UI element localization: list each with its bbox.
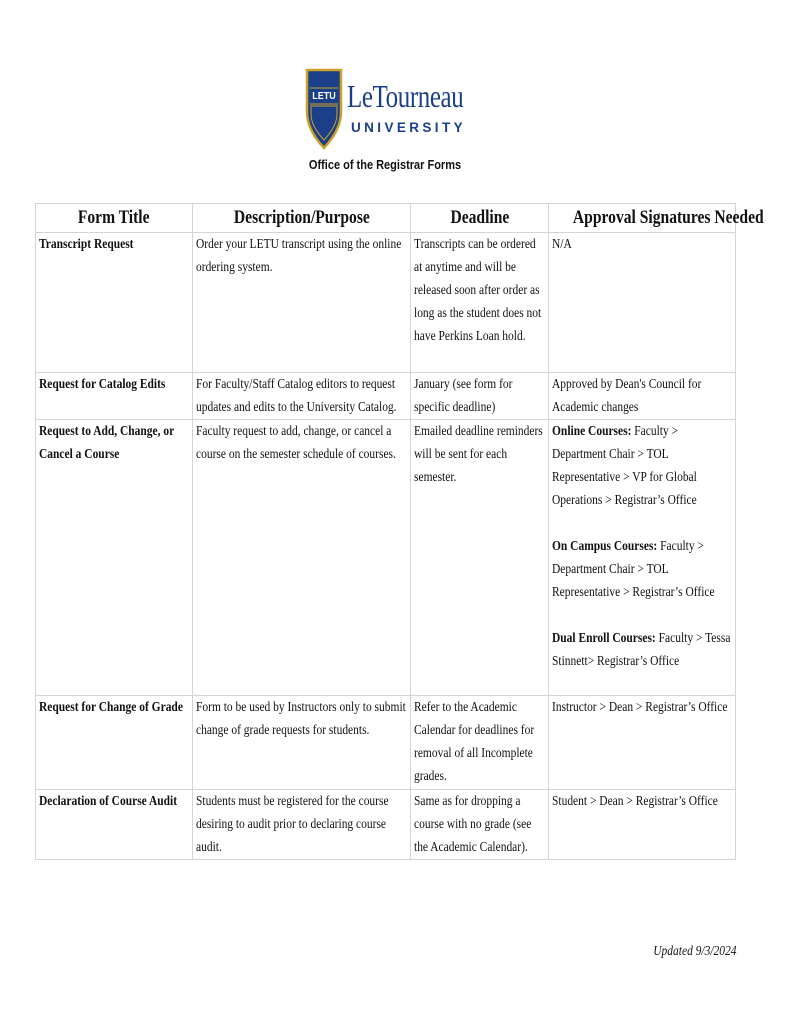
header-description: Description/Purpose [193,204,411,233]
header-form-title: Form Title [36,204,193,233]
form-title-cell: Request for Catalog Edits [36,373,193,420]
approval-label: Online Courses: [552,424,632,439]
approvals-cell [549,420,736,696]
approval-path [552,535,732,604]
page-subtitle: Office of the Registrar Forms [308,158,462,172]
approval-path [552,696,732,719]
deadline-cell: Same as for dropping a course with no grade (see the Academic Calendar). [411,790,549,860]
logo-wordmark: LeTourneau [347,78,464,114]
form-title-cell: Request for Change of Grade [36,696,193,790]
approval-path [552,627,732,673]
description-cell: Students must be registered for the course desiring to audit prior to declaring course audit. [193,790,411,860]
description-cell: Order your LETU transcript using the online ordering system. [193,233,411,373]
approval-text: Student > Dean > Registrar’s Office [552,794,718,809]
approval-text: Approved by Dean's Council for Academic changes [552,377,702,415]
approval-text: Faculty > Tessa Stinnett> Registrar’s Office [552,631,731,669]
header-approvals: Approval Signatures Needed [549,204,736,233]
university-logo [305,66,470,150]
table-row [36,420,736,696]
approval-text: Faculty > Department Chair > TOL Representative > Registrar’s Office [552,539,715,600]
deadline-cell: Emailed deadline reminders will be sent for each semester. [411,420,549,696]
approval-label: On Campus Courses: [552,539,658,554]
approval-path [552,233,732,256]
deadline-cell: January (see form for specific deadline) [411,373,549,420]
approval-path [552,420,732,512]
logo-tagline: UNIVERSITY [351,120,467,135]
table-header-row [36,204,736,233]
description-cell: Faculty request to add, change, or cancel a course on the semester schedule of courses. [193,420,411,696]
approval-path [552,373,732,419]
approvals-cell [549,233,736,373]
approval-text: Instructor > Dean > Registrar’s Office [552,700,728,715]
table-row [36,233,736,373]
updated-date: Updated 9/3/2024 [652,944,736,959]
approval-path [552,790,732,813]
table-row [36,696,736,790]
description-cell: Form to be used by Instructors only to submit change of grade requests for students. [193,696,411,790]
shield-lettering: LETU [312,91,336,102]
deadline-cell: Transcripts can be ordered at anytime and will be released soon after order as long as the student does not have Perkins Loan hold. [411,233,549,373]
approval-text: Faculty > Department Chair > TOL Representative > VP for Global Operations > Registrar’s Office [552,424,697,508]
header-deadline: Deadline [411,204,549,233]
forms-table [35,203,764,860]
description-cell: For Faculty/Staff Catalog editors to request updates and edits to the University Catalog. [193,373,411,420]
deadline-cell: Refer to the Academic Calendar for deadlines for removal of all Incomplete grades. [411,696,549,790]
approvals-cell [549,790,736,860]
form-title-cell: Transcript Request [36,233,193,373]
approvals-cell [549,373,736,420]
table-row [36,373,736,420]
shield-icon [305,66,343,150]
table-row [36,790,736,860]
form-title-cell: Declaration of Course Audit [36,790,193,860]
approval-label: Dual Enroll Courses: [552,631,656,646]
approvals-cell [549,696,736,790]
approval-text: N/A [552,237,572,252]
form-title-cell: Request to Add, Change, or Cancel a Course [36,420,193,696]
